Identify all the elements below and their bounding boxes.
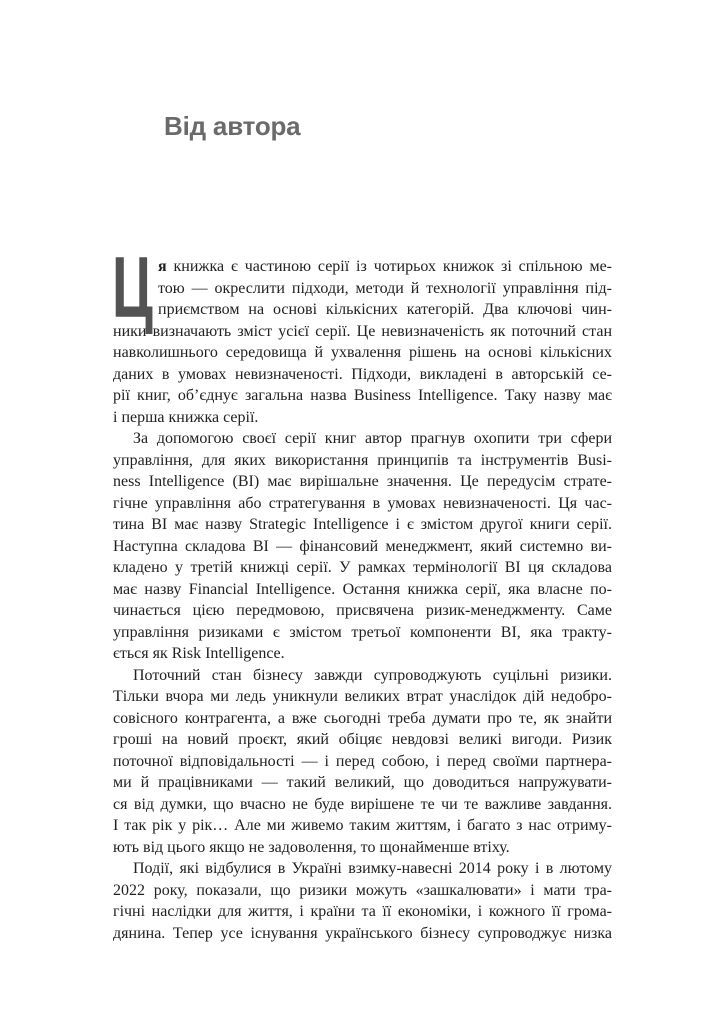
- body-text: [113, 256, 612, 944]
- text-line: дянина. Тепер усе існування українського бізнесу супроводжує низка: [113, 924, 612, 942]
- text-line: кладено у третій книжці серії. У рамках термінології BI ця складова: [113, 559, 612, 576]
- text-line: чинається цією передмовою, присвячена ризик-менеджменту. Саме: [113, 602, 612, 619]
- text-line: і перша книжка серії.: [113, 408, 259, 426]
- text-line: За допомогою своєї серії книг автор прагнув охопити три сфери: [133, 430, 612, 447]
- text-line: Події, які відбулися в Україні взимку-навесні 2014 року і в лютому: [133, 860, 612, 877]
- text-line: навколишнього середовища й ухвалення рішень на основі кількісних: [113, 344, 612, 361]
- text-line: має назву Financial Intelligence. Остання книжка серії, яка власне по-: [113, 580, 612, 598]
- text-line: гічне управління або стратегування в умовах невизначеності. Ця час-: [113, 494, 612, 512]
- text-line: гічні наслідки для життя, і країни та її економіки, і кожного її грома-: [113, 903, 612, 920]
- text-line: тина BI має назву Strategic Intelligence і є змістом другої книги серії.: [113, 516, 612, 533]
- text-line: гроші на новий проєкт, який обіцяє невдовзі великі вигоди. Ризик: [113, 731, 612, 748]
- text-line: поточної відповідальності — і перед собою, і перед своїми партнера-: [113, 752, 612, 770]
- text-line: приємством на основі кількісних категорій. Два ключові чин-: [158, 301, 612, 318]
- text-line: ється як Risk Intelligence.: [113, 645, 285, 662]
- dropcap-letter: Ц: [112, 240, 153, 336]
- text-line: Наступна складова BI — фінансовий менеджмент, який системно ви-: [113, 537, 612, 555]
- text-line: ють від цього якщо не задоволення, то щонайменше втіху.: [113, 838, 510, 856]
- text-line: ness Intelligence (BI) має вирішальне значення. Це передусім страте-: [113, 473, 612, 490]
- text-line: І так рік у рік… Але ми живемо таким життям, і багато з нас отриму-: [113, 817, 612, 834]
- paragraph: [113, 256, 612, 428]
- paragraph: [113, 665, 612, 859]
- text-line: ся від думки, що вчасно не буде вирішене те чи те важливе завдання.: [113, 795, 612, 813]
- text-line: управління, для яких використання принципів та інструментів Busi-: [113, 451, 612, 469]
- text-line: ми й працівниками — такий великий, що доводиться напружувати-: [113, 774, 612, 791]
- text-line: Поточний стан бізнесу завжди супроводжують суцільні ризики.: [133, 666, 612, 684]
- text-line: совісного контрагента, а вже сьогодні треба думати про те, як знайти: [113, 709, 612, 727]
- text-line: я книжка є частиною серії із чотирьох книжок зі спільною ме-: [158, 258, 612, 275]
- text-line: рії книг, об’єднує загальна назва Business Intelligence. Таку назву має: [113, 387, 612, 404]
- text-line: даних в умовах невизначеності. Підходи, викладені в авторській се-: [113, 365, 612, 383]
- chapter-heading: Від автора: [164, 111, 301, 142]
- paragraph: [113, 858, 612, 944]
- text-line: Тільки вчора ми ледь уникнули великих втрат унаслідок дій недобро-: [113, 688, 612, 705]
- text-line: 2022 року, показали, що ризики можуть «зашкалювати» і мати тра-: [113, 881, 612, 899]
- paragraph: [113, 428, 612, 665]
- text-line: управління ризиками є змістом третьої компоненти BI, яка тракту-: [113, 623, 612, 641]
- text-line: тою — окреслити підходи, методи й технології управління під-: [158, 279, 612, 297]
- text-line: ники визначають зміст усієї серії. Це невизначеність як поточний стан: [113, 322, 612, 340]
